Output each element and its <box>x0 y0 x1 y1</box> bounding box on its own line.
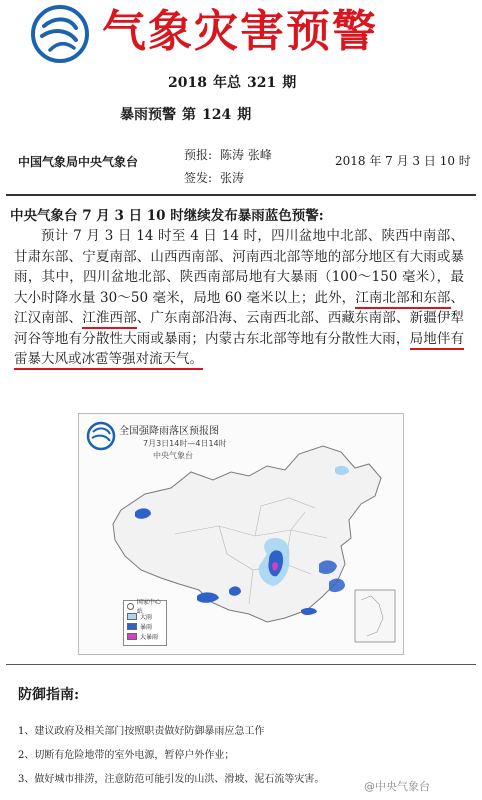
issue-number-line <box>168 72 302 92</box>
highlight-convection: 局地伴有雷暴大风或冰雹等强对流天气。 <box>14 331 464 371</box>
legend-label: 暴雨 <box>140 623 153 631</box>
warning-unit: 期 <box>237 107 252 123</box>
warning-type: 暴雨预警 <box>120 107 176 123</box>
guide-divider <box>6 664 476 665</box>
legend-swatch-extreme <box>127 633 137 640</box>
south-china-sea-inset <box>355 590 395 642</box>
forecaster-names: 陈涛 张峰 <box>220 148 272 162</box>
guide-item-2: 2、切断有危险地带的室外电源，暂停户外作业； <box>18 750 235 761</box>
issue-number: 321 <box>246 75 277 91</box>
weibo-watermark: @中央气象台 <box>364 780 430 793</box>
body-text-part-1: 预计 7 月 3 日 14 时至 4 日 14 时，四川盆地中北部、陕西中南部、甘肃东部、宁夏南部、山西西南部、河南西北部等地的部分地区有大雨或暴雨，其中，四川盆地北部、陕西南部局地有大暴雨（100～150 毫米），最大小时降水量 30～50 毫米，局地 60 毫米以上；此外， <box>14 228 464 306</box>
map-date-range: 7月3日14时—4日14时 <box>143 439 227 448</box>
rain-area-jiangnan <box>329 579 345 593</box>
issue-year: 2018 <box>168 75 207 91</box>
warning-ordinal-label: 第 <box>182 107 196 123</box>
legend-item <box>127 631 166 641</box>
legend-swatch-station <box>127 603 134 610</box>
meteorological-logo-icon <box>30 4 90 64</box>
map-logo-icon <box>88 423 114 449</box>
legend-label: 大雨 <box>140 613 153 621</box>
highlight-jiangnan: 江南北部和东部 <box>355 290 450 309</box>
map-legend <box>123 600 167 646</box>
legend-swatch-heavy-rain <box>127 613 137 620</box>
signer-label: 签发: <box>184 171 213 185</box>
issue-unit: 期 <box>282 75 297 91</box>
guide-item-1: 1、建议政府及相关部门按照职责做好防御暴雨应急工作 <box>18 726 265 737</box>
guide-item-3: 3、做好城市排涝，注意防范可能引发的山洪、滑坡、泥石流等灾害。 <box>18 774 325 785</box>
body-text-part-2: 、江汉南部、 <box>14 289 465 326</box>
legend-item <box>127 621 166 631</box>
legend-item <box>127 599 166 615</box>
legend-label: 国家中心站 <box>136 599 161 615</box>
body-heading: 中央气象台 7 月 3 日 10 时继续发布暴雨蓝色预警: <box>10 208 324 224</box>
issue-datetime: 2018 年 7 月 3 日 10 时 <box>335 154 471 168</box>
headline-title: 气象灾害预警 <box>102 6 378 57</box>
rain-area-guangdong <box>301 608 317 615</box>
legend-swatch-rainstorm <box>127 623 137 630</box>
warning-number-line <box>120 104 257 124</box>
forecaster-label: 预报: <box>184 148 213 162</box>
rain-forecast-map <box>78 413 404 655</box>
forecaster-row <box>184 146 272 163</box>
signer-name: 张涛 <box>220 171 245 185</box>
header-divider <box>6 194 476 196</box>
body-paragraph <box>14 226 464 370</box>
legend-label: 大暴雨 <box>140 633 159 641</box>
warning-number: 124 <box>202 107 232 123</box>
signer-row <box>184 169 244 186</box>
issuer-name: 中国气象局中央气象台 <box>18 155 139 169</box>
defense-guide-title: 防御指南: <box>18 687 80 703</box>
issue-total-label: 年总 <box>212 75 241 91</box>
highlight-jianghuai: 江淮西部 <box>82 310 137 329</box>
map-issuer: 中央气象台 <box>153 451 193 460</box>
map-title: 全国强降雨落区预报图 <box>119 426 219 437</box>
body-text-part-3: 、广东南部沿海、云南西北部、西藏东南部、新疆伊犁河谷等地有分散性大雨或暴雨；内蒙古东北部等地有分散性大雨， <box>14 310 464 347</box>
